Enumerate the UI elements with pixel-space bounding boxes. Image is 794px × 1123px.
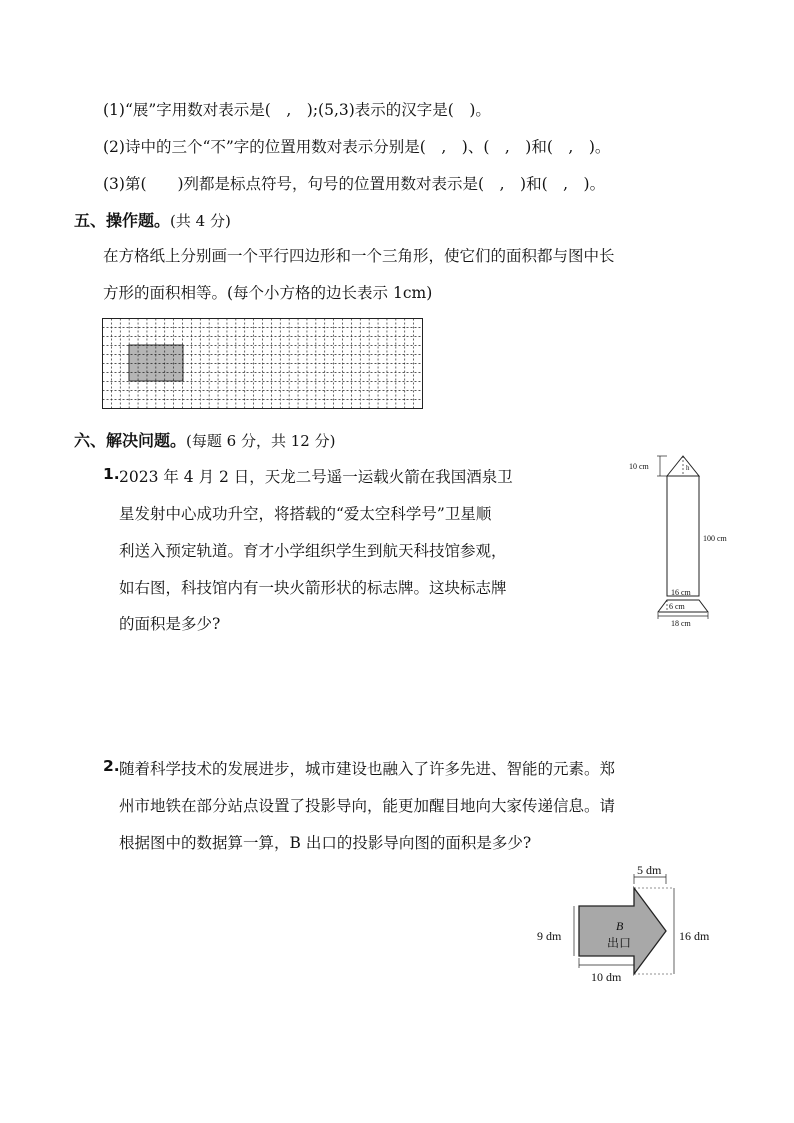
problem-1-number: 1. [103,465,120,483]
question-4-3: (3)第( )列都是标点符号，句号的位置用数对表示是( , )和( , )。 [103,175,606,193]
problem-2-line-1: 随着科学技术的发展进步，城市建设也融入了许多先进、智能的元素。郑 [119,760,616,778]
head-label: 5 dm [637,863,662,877]
problem-2-line-2: 州市地铁在部分站点设置了投影导向，能更加醒目地向大家传递信息。请 [119,797,616,815]
section-6-heading [74,428,335,451]
arrow-exit-label: 出口 [607,936,632,950]
trap-height-label: 6 cm [669,602,685,611]
section-5-note: (共 4 分) [170,212,231,230]
left-label: 9 dm [537,929,562,943]
problem-1-line-5: 的面积是多少? [119,615,221,633]
section-5-text-1: 在方格纸上分别画一个平行四边形和一个三角形，使它们的面积都与图中长 [103,247,615,265]
h-label: h [686,464,690,472]
base-label: 18 cm [671,619,691,628]
section-5-title: 五、操作题。 [74,211,171,230]
problem-2-number: 2. [103,757,120,775]
section-6-note: (每题 6 分，共 12 分) [186,432,336,450]
section-5-heading [74,208,231,231]
width-label: 16 cm [671,588,691,597]
section-6-title: 六、解决问题。 [74,431,187,450]
bottom-label: 10 dm [591,970,622,984]
problem-1-line-4: 如右图，科技馆内有一块火箭形状的标志牌。这块标志牌 [119,579,507,597]
problem-1-line-3: 利送入预定轨道。育才小学组织学生到航天科技馆参观， [119,542,507,560]
arrow-figure [534,860,734,986]
problem-1-line-1: 2023 年 4 月 2 日，天龙二号遥一运载火箭在我国酒泉卫 [119,468,513,486]
question-4-2: (2)诗中的三个“不”字的位置用数对表示分别是( , )、( , )和( , )。 [103,138,611,156]
right-label: 16 dm [679,929,710,943]
section-5-text-2: 方形的面积相等。(每个小方格的边长表示 1cm) [103,284,433,302]
rocket-figure [620,448,760,630]
problem-1-line-2: 星发射中心成功升空，将搭载的“爱太空科学号”卫星顺 [119,505,492,523]
height-label: 100 cm [703,534,727,543]
top-label: 10 cm [629,462,649,471]
problem-2-line-3: 根据图中的数据算一算，B 出口的投影导向图的面积是多少? [119,834,532,852]
arrow-b-label: B [616,919,624,933]
question-4-1: (1)“展”字用数对表示是( , );(5,3)表示的汉字是( )。 [103,101,491,119]
grid-paper [102,318,424,410]
